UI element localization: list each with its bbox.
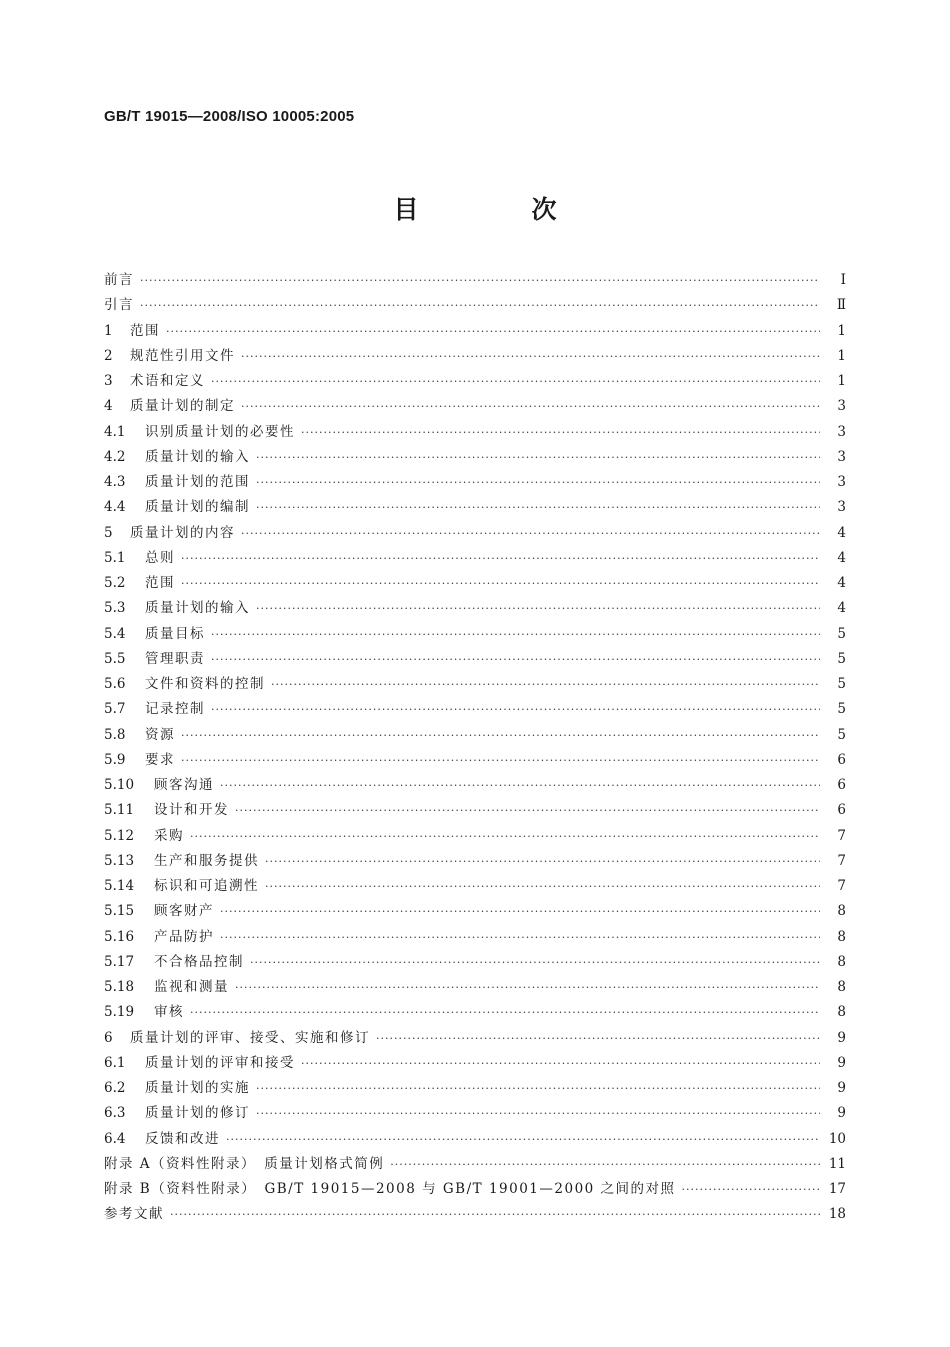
toc-entry[interactable]: [104, 268, 846, 293]
toc-dot-leader: [211, 703, 820, 719]
toc-entry-page: 5: [837, 625, 846, 642]
toc-entry-number: 6.2: [104, 1080, 126, 1096]
toc-entry-number: 5.7: [104, 701, 126, 718]
toc-entry[interactable]: [104, 798, 846, 823]
toc-entry-label: 术语和定义: [130, 373, 205, 389]
toc-entry[interactable]: [104, 546, 846, 571]
toc-entry-label: 不合格品控制: [154, 953, 244, 970]
toc-entry[interactable]: [104, 596, 846, 621]
toc-entry-number: 5.1: [104, 549, 126, 566]
toc-dot-leader: [256, 476, 820, 492]
toc-entry[interactable]: [104, 495, 846, 520]
toc-entry[interactable]: [104, 748, 846, 773]
toc-entry-page: 3: [837, 499, 846, 516]
toc-entry-number: 5.12: [104, 827, 135, 844]
toc-dot-leader: [220, 931, 820, 947]
toc-entry-page: 8: [837, 903, 846, 920]
toc-entry-page: 6: [837, 751, 846, 768]
toc-entry-number: 5.16: [104, 928, 135, 945]
toc-entry[interactable]: [104, 1101, 846, 1126]
toc-entry-label: 资源: [145, 726, 175, 743]
toc-entry[interactable]: [104, 344, 846, 369]
toc-entry-label: 质量计划的实施: [145, 1080, 250, 1096]
toc-entry-page: Ⅰ: [840, 272, 846, 288]
toc-entry[interactable]: [104, 697, 846, 722]
toc-entry-label: 记录控制: [145, 701, 205, 718]
toc-dot-leader: [211, 653, 820, 669]
toc-entry[interactable]: [104, 824, 846, 849]
toc-entry-label: 文件和资料的控制: [145, 676, 265, 692]
toc-entry-number: 5: [104, 524, 113, 541]
toc-entry-page: 5: [837, 726, 846, 743]
toc-entry-number: 1: [104, 322, 113, 339]
toc-entry-label: 采购: [154, 827, 184, 844]
toc-entry-page: 5: [837, 676, 846, 692]
toc-entry[interactable]: [104, 521, 846, 546]
toc-entry-page: 4: [837, 549, 846, 566]
toc-entry[interactable]: [104, 319, 846, 344]
toc-entry[interactable]: [104, 1202, 846, 1227]
toc-entry-page: 8: [837, 979, 846, 995]
toc-entry-page: 17: [828, 1181, 846, 1197]
toc-entry[interactable]: [104, 622, 846, 647]
toc-entry-page: 10: [828, 1130, 846, 1147]
toc-entry-page: 4: [837, 600, 846, 617]
toc-entry-page: 9: [837, 1054, 846, 1071]
toc-entry[interactable]: [104, 394, 846, 419]
toc-entry-label: 监视和测量: [154, 979, 229, 995]
toc-entry-number: 3: [104, 373, 113, 389]
toc-entry-label: 质量计划的编制: [145, 499, 250, 516]
toc-entry-number: 4: [104, 398, 113, 415]
toc-entry-label: 引言: [104, 297, 134, 314]
toc-dot-leader: [190, 1006, 820, 1022]
toc-entry[interactable]: [104, 470, 846, 495]
toc-entry-number: 6.4: [104, 1130, 126, 1147]
toc-entry-label: 反馈和改进: [145, 1130, 220, 1147]
toc-entry-label: 范围: [145, 575, 175, 591]
toc-entry-page: 9: [837, 1105, 846, 1122]
toc-entry-label: 质量计划的评审和接受: [145, 1054, 295, 1071]
toc-entry-label: 质量目标: [145, 625, 205, 642]
toc-entry-number: 6: [104, 1029, 113, 1046]
toc-entry[interactable]: [104, 369, 846, 394]
toc-dot-leader: [256, 1082, 820, 1098]
toc-entry-label: 范围: [130, 322, 160, 339]
toc-dot-leader: [220, 779, 820, 795]
toc-dot-leader: [170, 1208, 820, 1224]
toc-entry-label: 质量计划的制定: [130, 398, 235, 415]
toc-entry[interactable]: [104, 571, 846, 596]
toc-entry-page: 3: [837, 474, 846, 490]
page-title: 目 次: [393, 195, 601, 224]
standard-code-header: GB/T 19015—2008/ISO 10005:2005: [104, 108, 355, 125]
toc-entry[interactable]: [104, 1076, 846, 1101]
toc-entry-label: 质量计划的范围: [145, 474, 250, 490]
toc-entry-number: 5.5: [104, 650, 126, 667]
toc-entry[interactable]: [104, 1127, 846, 1152]
toc-entry-number: 5.13: [104, 852, 135, 869]
toc-entry-page: 9: [837, 1080, 846, 1096]
toc-dot-leader: [265, 880, 820, 896]
toc-entry-page: 6: [837, 777, 846, 793]
toc-entry-number: 5.2: [104, 575, 126, 591]
toc-entry-page: 4: [837, 575, 846, 591]
toc-entry-number: 5.14: [104, 878, 135, 894]
toc-entry-label: 设计和开发: [154, 802, 229, 819]
toc-dot-leader: [220, 905, 820, 921]
toc-dot-leader: [250, 956, 820, 972]
toc-entry-label: 顾客财产: [154, 903, 214, 920]
toc-entry-page: 7: [837, 878, 846, 894]
toc-entry-page: 9: [837, 1029, 846, 1046]
toc-entry-label: 审核: [154, 1004, 184, 1021]
toc-entry[interactable]: [104, 293, 846, 318]
toc-entry-page: 5: [837, 701, 846, 718]
toc-entry-number: 2: [104, 347, 113, 364]
toc-entry-label: 标识和可追溯性: [154, 878, 259, 894]
toc-entry-number: 4.3: [104, 474, 126, 490]
toc-dot-leader: [390, 1158, 820, 1174]
toc-entry-number: 4.1: [104, 423, 126, 440]
toc-entry[interactable]: [104, 925, 846, 950]
toc-entry-number: 5.8: [104, 726, 126, 743]
toc-entry-label: 前言: [104, 272, 134, 288]
toc-entry-label: 质量计划的修订: [145, 1105, 250, 1122]
toc-entry-page: 4: [837, 524, 846, 541]
toc-dot-leader: [301, 426, 820, 442]
toc-dot-leader: [166, 325, 820, 341]
toc-entry-label: 附录 A（资料性附录） 质量计划格式简例: [104, 1155, 385, 1172]
toc-entry[interactable]: [104, 773, 846, 798]
toc-dot-leader: [301, 1057, 820, 1073]
toc-entry-page: 3: [837, 448, 846, 465]
toc-entry-number: 5.9: [104, 751, 126, 768]
toc-entry-page: Ⅱ: [836, 297, 846, 314]
toc-entry[interactable]: [104, 975, 846, 1000]
toc-entry-number: 6.3: [104, 1105, 126, 1122]
toc-entry-number: 5.19: [104, 1004, 135, 1021]
toc-entry-label: 质量计划的评审、接受、实施和修订: [130, 1029, 370, 1046]
toc-entry-label: 总则: [145, 549, 175, 566]
toc-entry-number: 5.11: [104, 802, 135, 819]
toc-dot-leader: [140, 299, 820, 315]
toc-dot-leader: [376, 1032, 820, 1048]
toc-entry-label: 质量计划的输入: [145, 448, 250, 465]
toc-entry-page: 7: [837, 852, 846, 869]
toc-entry-page: 1: [837, 347, 846, 364]
toc-entry-page: 1: [837, 373, 846, 389]
toc-dot-leader: [211, 628, 820, 644]
toc-dot-leader: [190, 830, 820, 846]
toc-entry-page: 1: [837, 322, 846, 339]
toc-dot-leader: [256, 501, 820, 517]
toc-dot-leader: [226, 1133, 820, 1149]
toc-entry-label: 管理职责: [145, 650, 205, 667]
toc-entry[interactable]: [104, 1177, 846, 1202]
toc-entry-label: 顾客沟通: [154, 777, 214, 793]
toc-entry-number: 5.3: [104, 600, 126, 617]
toc-dot-leader: [235, 981, 820, 997]
toc-entry[interactable]: [104, 445, 846, 470]
toc-entry[interactable]: [104, 874, 846, 899]
toc-dot-leader: [181, 552, 820, 568]
toc-entry-page: 18: [828, 1206, 846, 1223]
toc-dot-leader: [181, 729, 820, 745]
toc-entry[interactable]: [104, 849, 846, 874]
toc-entry-number: 5.18: [104, 979, 135, 995]
toc-entry[interactable]: [104, 647, 846, 672]
toc-entry-page: 8: [837, 1004, 846, 1021]
toc-dot-leader: [211, 375, 820, 391]
table-of-contents: [104, 268, 846, 1228]
toc-entry-label: 参考文献: [104, 1206, 164, 1223]
toc-dot-leader: [241, 400, 820, 416]
toc-dot-leader: [241, 350, 820, 366]
toc-entry-number: 5.15: [104, 903, 135, 920]
toc-dot-leader: [181, 754, 820, 770]
toc-entry-number: 5.17: [104, 953, 135, 970]
toc-entry-page: 8: [837, 928, 846, 945]
toc-entry-page: 7: [837, 827, 846, 844]
toc-entry[interactable]: [104, 899, 846, 924]
toc-entry-label: 生产和服务提供: [154, 852, 259, 869]
toc-entry-number: 4.4: [104, 499, 126, 516]
toc-entry-number: 6.1: [104, 1054, 126, 1071]
toc-entry-page: 8: [837, 953, 846, 970]
toc-entry-number: 5.10: [104, 777, 135, 793]
toc-entry-number: 5.4: [104, 625, 126, 642]
toc-entry-label: 质量计划的输入: [145, 600, 250, 617]
toc-dot-leader: [256, 451, 820, 467]
toc-entry[interactable]: [104, 1000, 846, 1025]
toc-entry-page: 11: [828, 1155, 846, 1172]
toc-entry[interactable]: [104, 420, 846, 445]
toc-entry[interactable]: [104, 1026, 846, 1051]
toc-dot-leader: [140, 274, 820, 290]
toc-entry[interactable]: [104, 1152, 846, 1177]
toc-dot-leader: [235, 804, 820, 820]
toc-entry-page: 3: [837, 423, 846, 440]
toc-entry-page: 5: [837, 650, 846, 667]
toc-entry-label: 要求: [145, 751, 175, 768]
toc-entry-page: 3: [837, 398, 846, 415]
toc-dot-leader: [256, 1107, 820, 1123]
toc-entry-label: 产品防护: [154, 928, 214, 945]
toc-entry[interactable]: [104, 950, 846, 975]
toc-entry-number: 5.6: [104, 676, 126, 692]
toc-dot-leader: [682, 1183, 820, 1199]
toc-dot-leader: [181, 577, 820, 593]
toc-dot-leader: [256, 602, 820, 618]
toc-entry-label: 质量计划的内容: [130, 524, 235, 541]
toc-dot-leader: [265, 855, 820, 871]
toc-entry-page: 6: [837, 802, 846, 819]
toc-entry-label: 规范性引用文件: [130, 347, 235, 364]
toc-dot-leader: [241, 527, 820, 543]
toc-entry[interactable]: [104, 672, 846, 697]
toc-entry[interactable]: [104, 723, 846, 748]
toc-dot-leader: [271, 678, 820, 694]
toc-entry-label: 识别质量计划的必要性: [145, 423, 295, 440]
toc-entry[interactable]: [104, 1051, 846, 1076]
toc-entry-label: 附录 B（资料性附录） GB/T 19015—2008 与 GB/T 19001—2000 之间的对照: [104, 1181, 676, 1197]
toc-entry-number: 4.2: [104, 448, 126, 465]
